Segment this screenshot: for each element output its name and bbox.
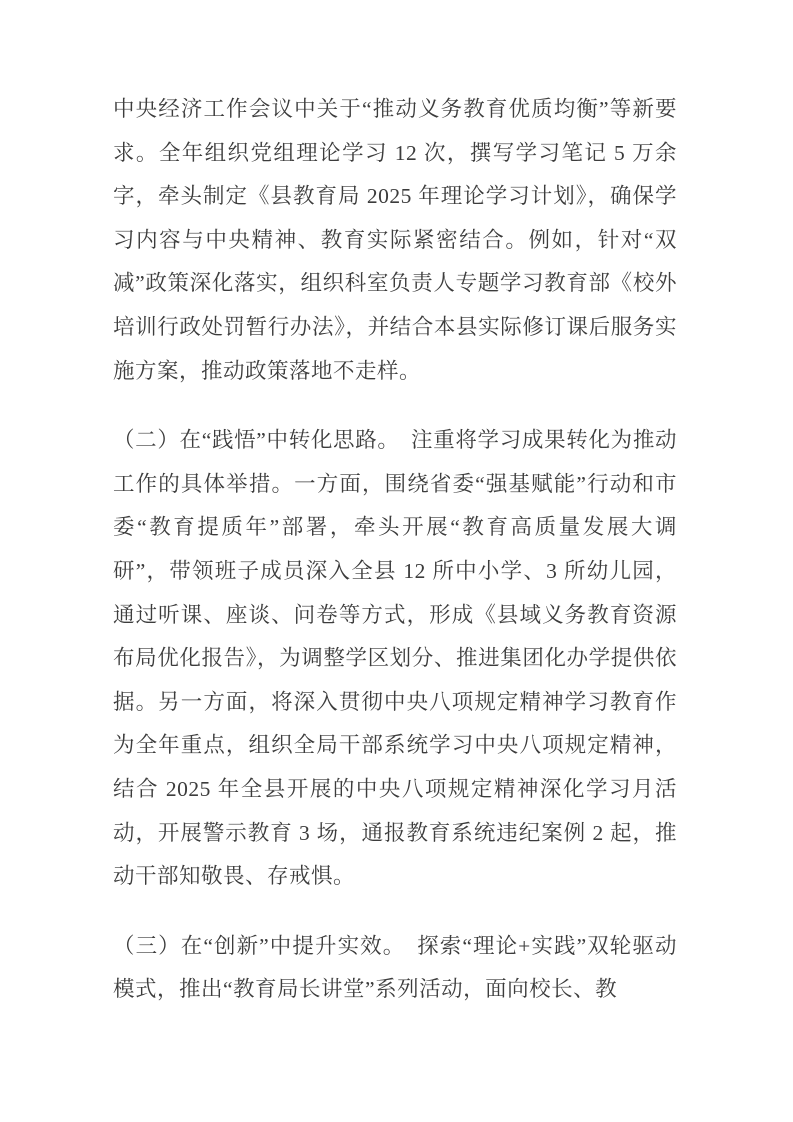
paragraph-section-2-jianwu: （二）在“践悟”中转化思路。 注重将学习成果转化为推动工作的具体举措。一方面，围绕省委“强基赋能”行动和市委“教育提质年”部署，牵头开展“教育高质量发展大调研”，带领班子成员深入全县 12 所中小学、3 所幼儿园，通过听课、座谈、问卷等方式，形成《县域义务教育资源布局优化报告》，为调整学区划分、推进集团化办学提供依据。另一方面，将深入贯彻中央八项规定精神学习教育作为全年重点，组织全局干部系统学习中央八项规定精神，结合 2025 年全县开展的中央八项规定精神深化学习月活动，开展警示教育 3 场，通报教育系统违纪案例 2 起，推动干部知敬畏、存戒惧。 (113, 428, 677, 889)
paragraph-continuation-theory-study: 中央经济工作会议中关于“推动义务教育优质均衡”等新要求。全年组织党组理论学习 12 次，撰写学习笔记 5 万余字，牵头制定《县教育局 2025 年理论学习计划》，确保学习内容与中央精神、教育实际紧密结合。例如，针对“双减”政策深化落实，组织科室负责人专题学习教育部《校外培训行政处罚暂行办法》，并结合本县实际修订课后服务实施方案，推动政策落地不走样。 (113, 97, 677, 383)
paragraph-section-3-chuangxin: （三）在“创新”中提升实效。 探索“理论+实践”双轮驱动模式，推出“教育局长讲堂”系列活动，面向校长、教 (113, 933, 677, 1002)
document-body (113, 88, 677, 1012)
